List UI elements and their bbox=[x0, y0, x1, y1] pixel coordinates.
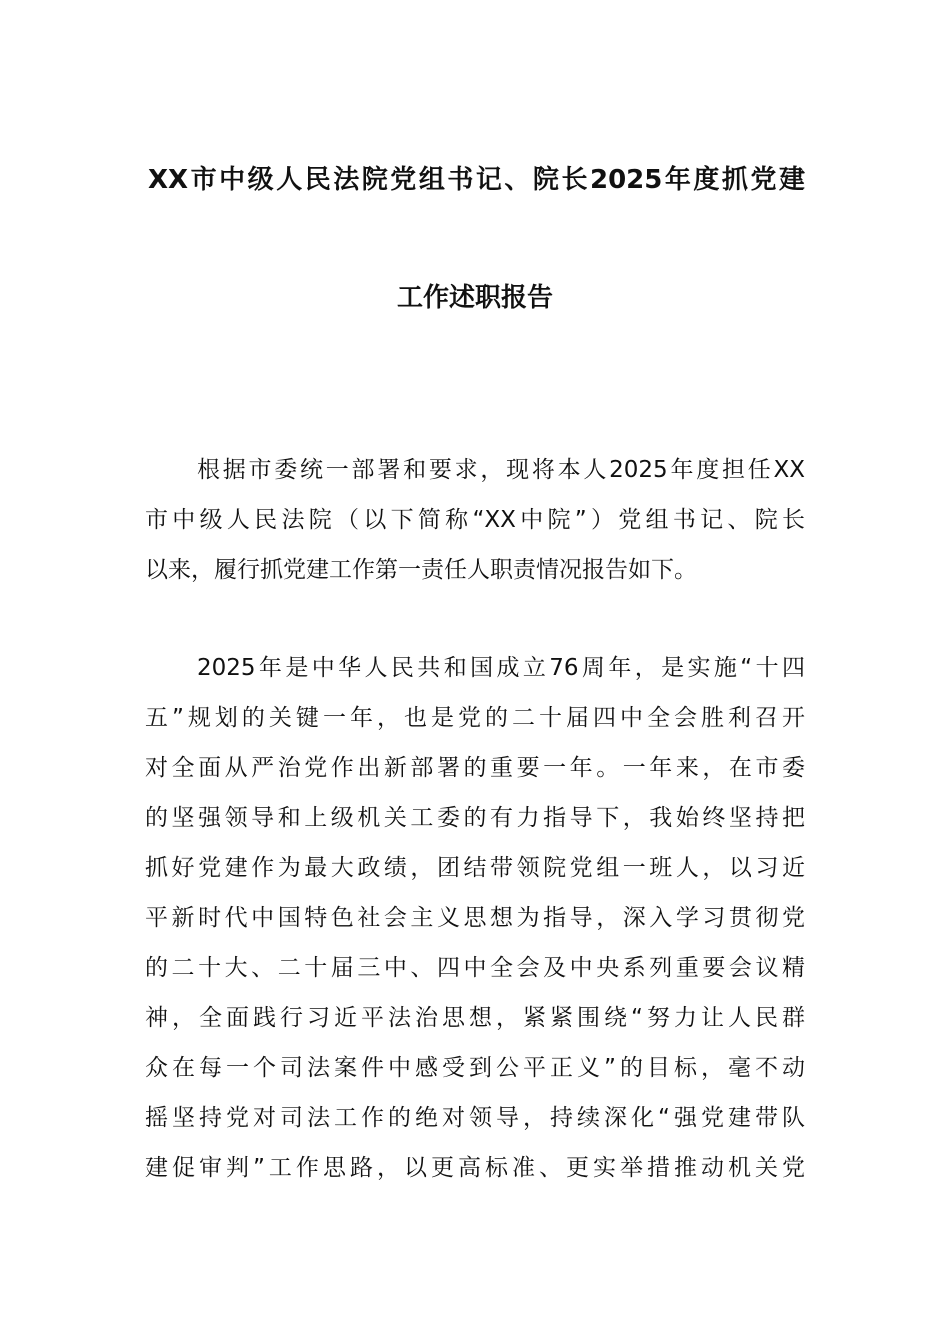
text-line: 平新时代中国特色社会主义思想为指导，深入学习贯彻党 bbox=[145, 905, 805, 931]
text-line: 五”规划的关键一年，也是党的二十届四中全会胜利召开 bbox=[145, 705, 805, 731]
document-title-line-2: 工作述职报告 bbox=[396, 283, 553, 313]
text-line: 对全面从严治党作出新部署的重要一年。一年来，在市委 bbox=[145, 755, 805, 781]
text-line: 的二十大、二十届三中、四中全会及中央系列重要会议精 bbox=[145, 955, 805, 981]
document-title-line-1: XX市中级人民法院党组书记、院长2025年度抓党建 bbox=[148, 165, 805, 195]
text-line: 摇坚持党对司法工作的绝对领导，持续深化“强党建带队 bbox=[145, 1105, 805, 1131]
text-line: 抓好党建作为最大政绩，团结带领院党组一班人，以习近 bbox=[145, 855, 805, 881]
text-line: 神，全面践行习近平法治思想，紧紧围绕“努力让人民群 bbox=[145, 1005, 805, 1031]
text-line: 根据市委统一部署和要求，现将本人2025年度担任XX bbox=[197, 457, 805, 483]
text-line: 2025年是中华人民共和国成立76周年，是实施“十四 bbox=[197, 655, 805, 681]
text-line: 建促审判”工作思路，以更高标准、更实举措推动机关党 bbox=[145, 1155, 805, 1181]
text-line: 以来，履行抓党建工作第一责任人职责情况报告如下。 bbox=[145, 557, 697, 583]
text-line: 市中级人民法院（以下简称“XX中院”）党组书记、院长 bbox=[145, 507, 805, 533]
text-line: 众在每一个司法案件中感受到公平正义”的目标，毫不动 bbox=[145, 1055, 805, 1081]
text-line: 的坚强领导和上级机关工委的有力指导下，我始终坚持把 bbox=[145, 805, 805, 831]
